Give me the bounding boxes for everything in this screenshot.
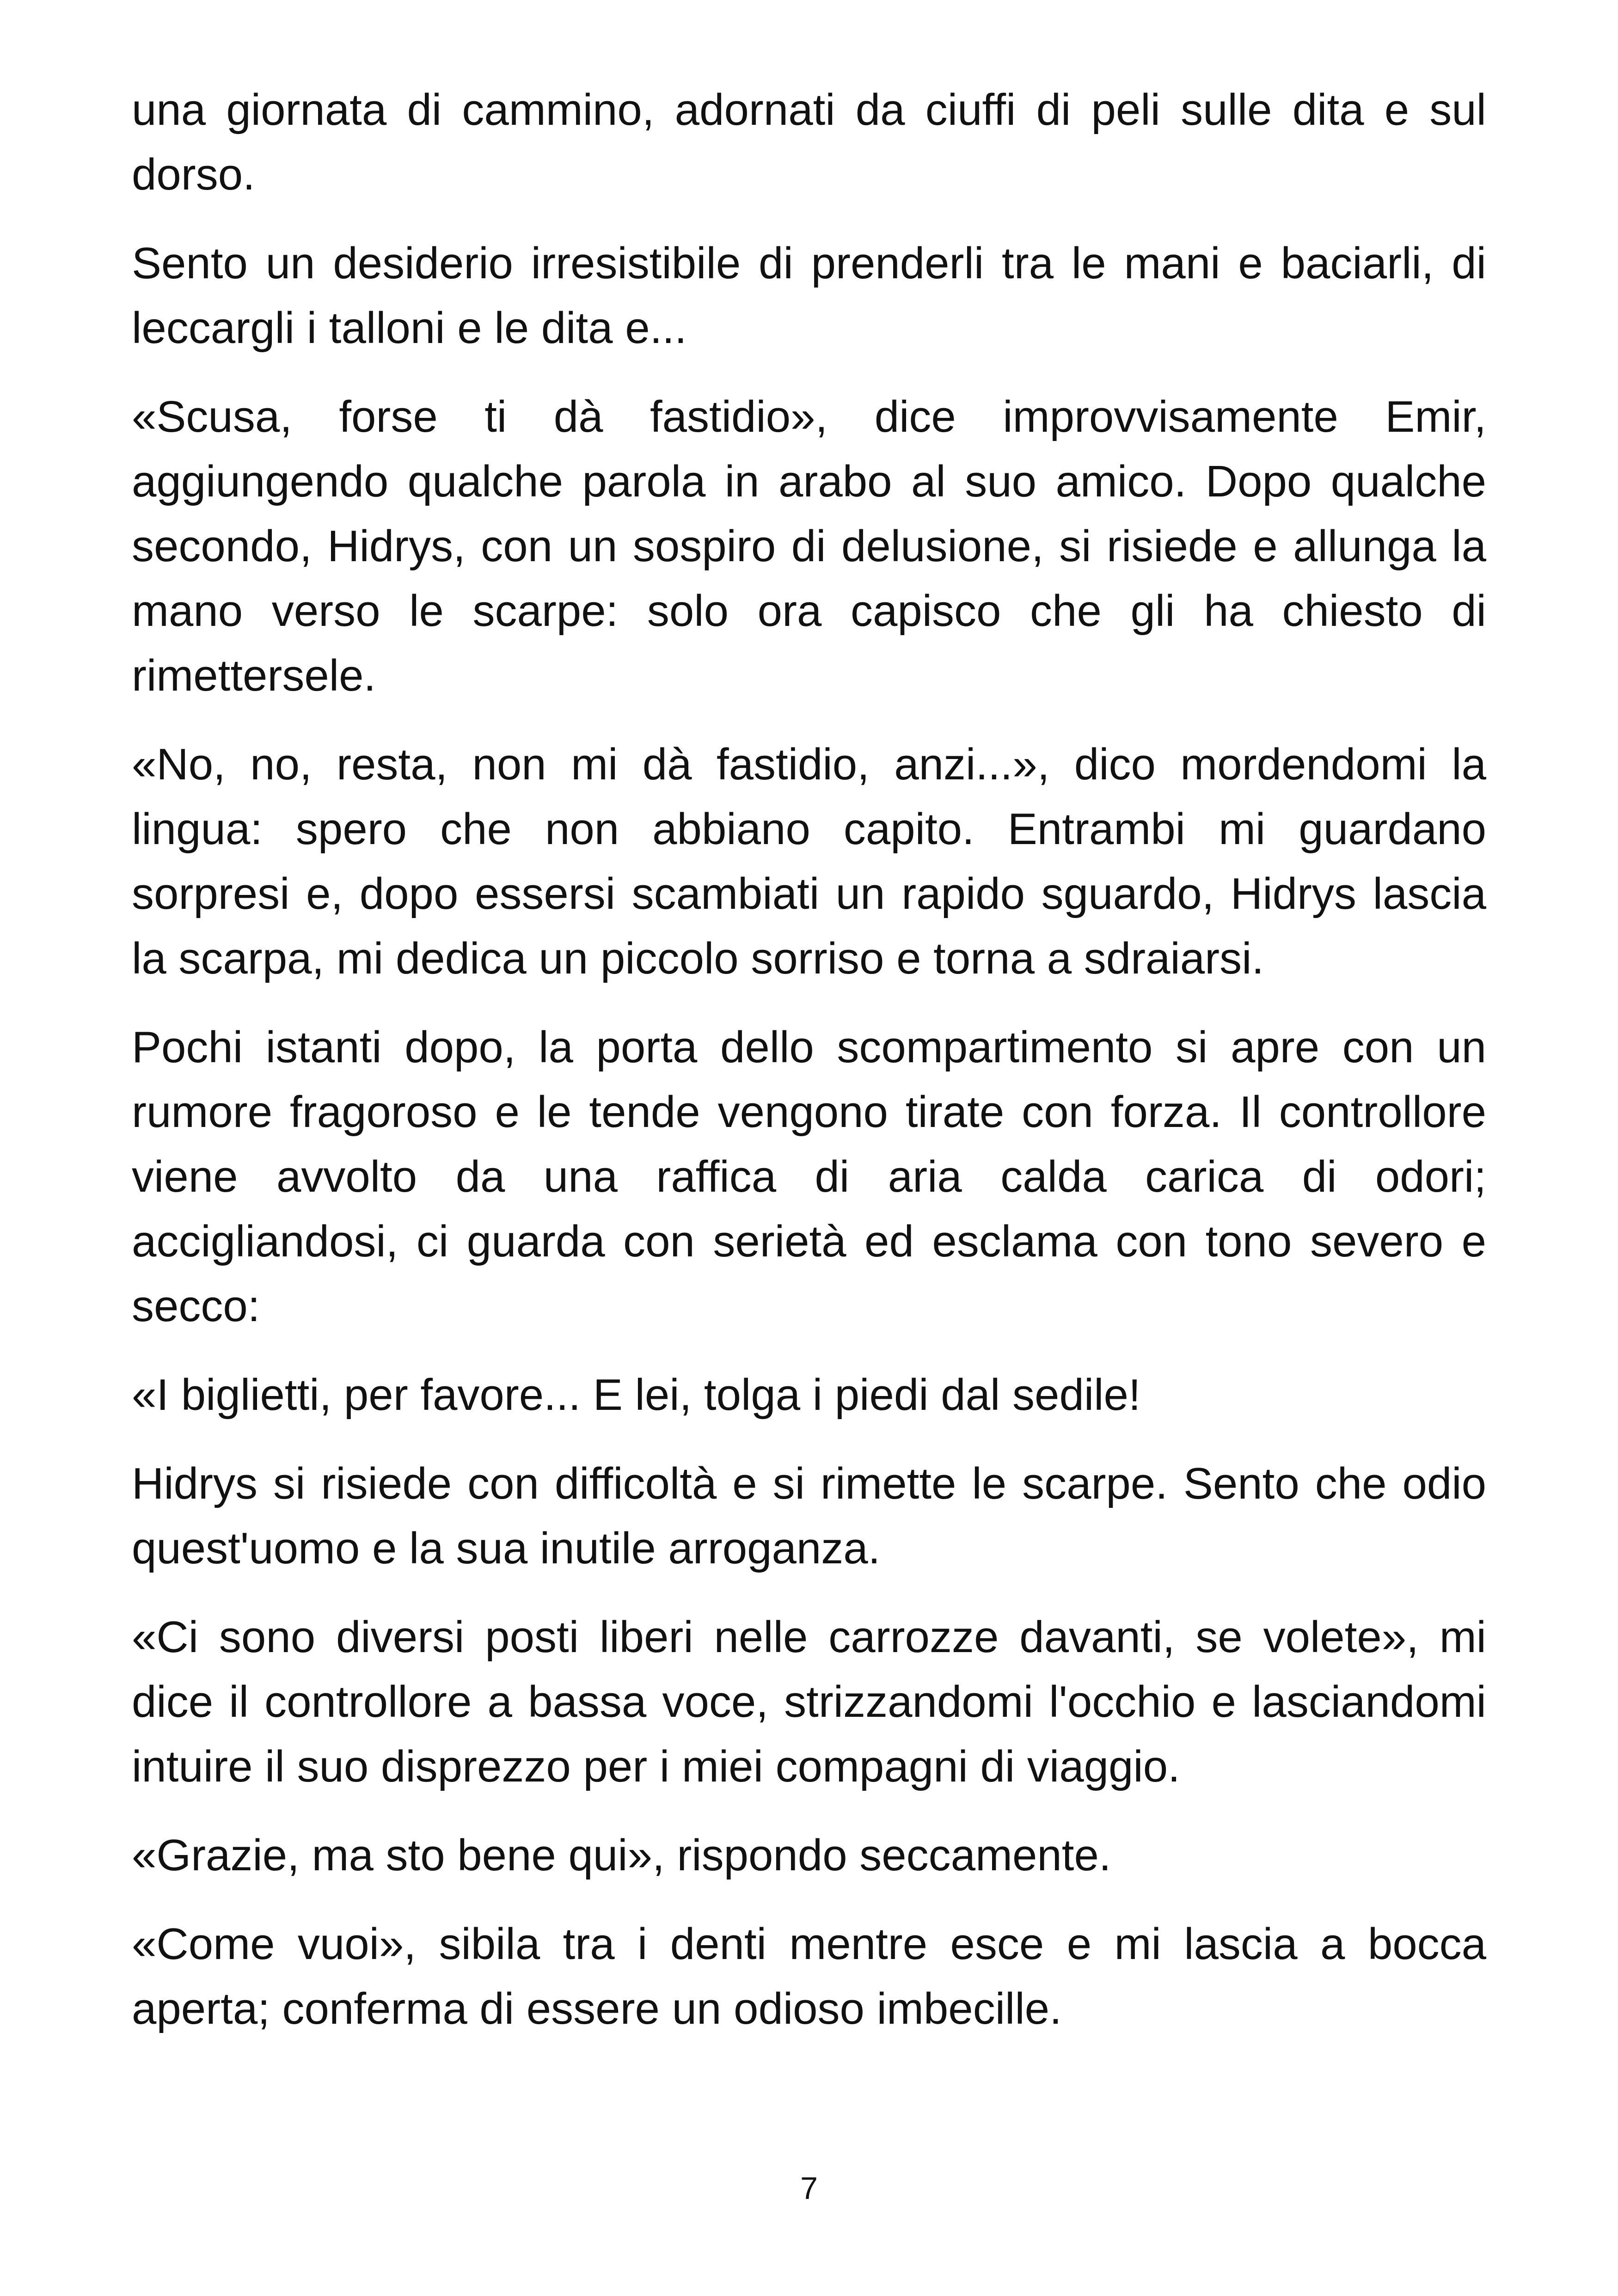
paragraph: Pochi istanti dopo, la porta dello scompartimento si apre con un rumore fragoroso e le tende vengono tirate con forza. Il controllore viene avvolto da una raffica di aria calda carica di odori; accigliandosi, ci guarda con serietà ed esclama con tono severo e secco: bbox=[132, 1022, 1486, 1331]
body-text bbox=[132, 78, 1486, 2065]
paragraph: Hidrys si risiede con difficoltà e si rimette le scarpe. Sento che odio quest'uomo e la sua inutile arroganza. bbox=[132, 1459, 1486, 1573]
paragraph: «I biglietti, per favore... E lei, tolga i piedi dal sedile! bbox=[132, 1370, 1141, 1420]
paragraph: «Grazie, ma sto bene qui», rispondo seccamente. bbox=[132, 1831, 1111, 1880]
paragraph: Sento un desiderio irresistibile di prenderli tra le mani e baciarli, di leccargli i talloni e le dita e... bbox=[132, 239, 1486, 353]
paragraph: una giornata di cammino, adornati da ciuffi di peli sulle dita e sul dorso. bbox=[132, 85, 1486, 199]
paragraph: «No, no, resta, non mi dà fastidio, anzi...», dico mordendomi la lingua: spero che non abbiano capito. Entrambi mi guardano sorpresi e, dopo essersi scambiati un rapido sguardo, Hidrys lascia la scarpa, mi dedica un piccolo sorriso e torna a sdraiarsi. bbox=[132, 740, 1486, 983]
page-number: 7 bbox=[800, 2171, 818, 2206]
paragraph: «Scusa, forse ti dà fastidio», dice improvvisamente Emir, aggiungendo qualche parola in arabo al suo amico. Dopo qualche secondo, Hidrys, con un sospiro di delusione, si risiede e allunga la mano verso le scarpe: solo ora capisco che gli ha chiesto di rimettersele. bbox=[132, 392, 1486, 700]
paragraph: «Come vuoi», sibila tra i denti mentre esce e mi lascia a bocca aperta; conferma di essere un odioso imbecille. bbox=[132, 1919, 1486, 2033]
paragraph: «Ci sono diversi posti liberi nelle carrozze davanti, se volete», mi dice il controllore a bassa voce, strizzandomi l'occhio e lasciandomi intuire il suo disprezzo per i miei compagni di viaggio. bbox=[132, 1612, 1486, 1791]
